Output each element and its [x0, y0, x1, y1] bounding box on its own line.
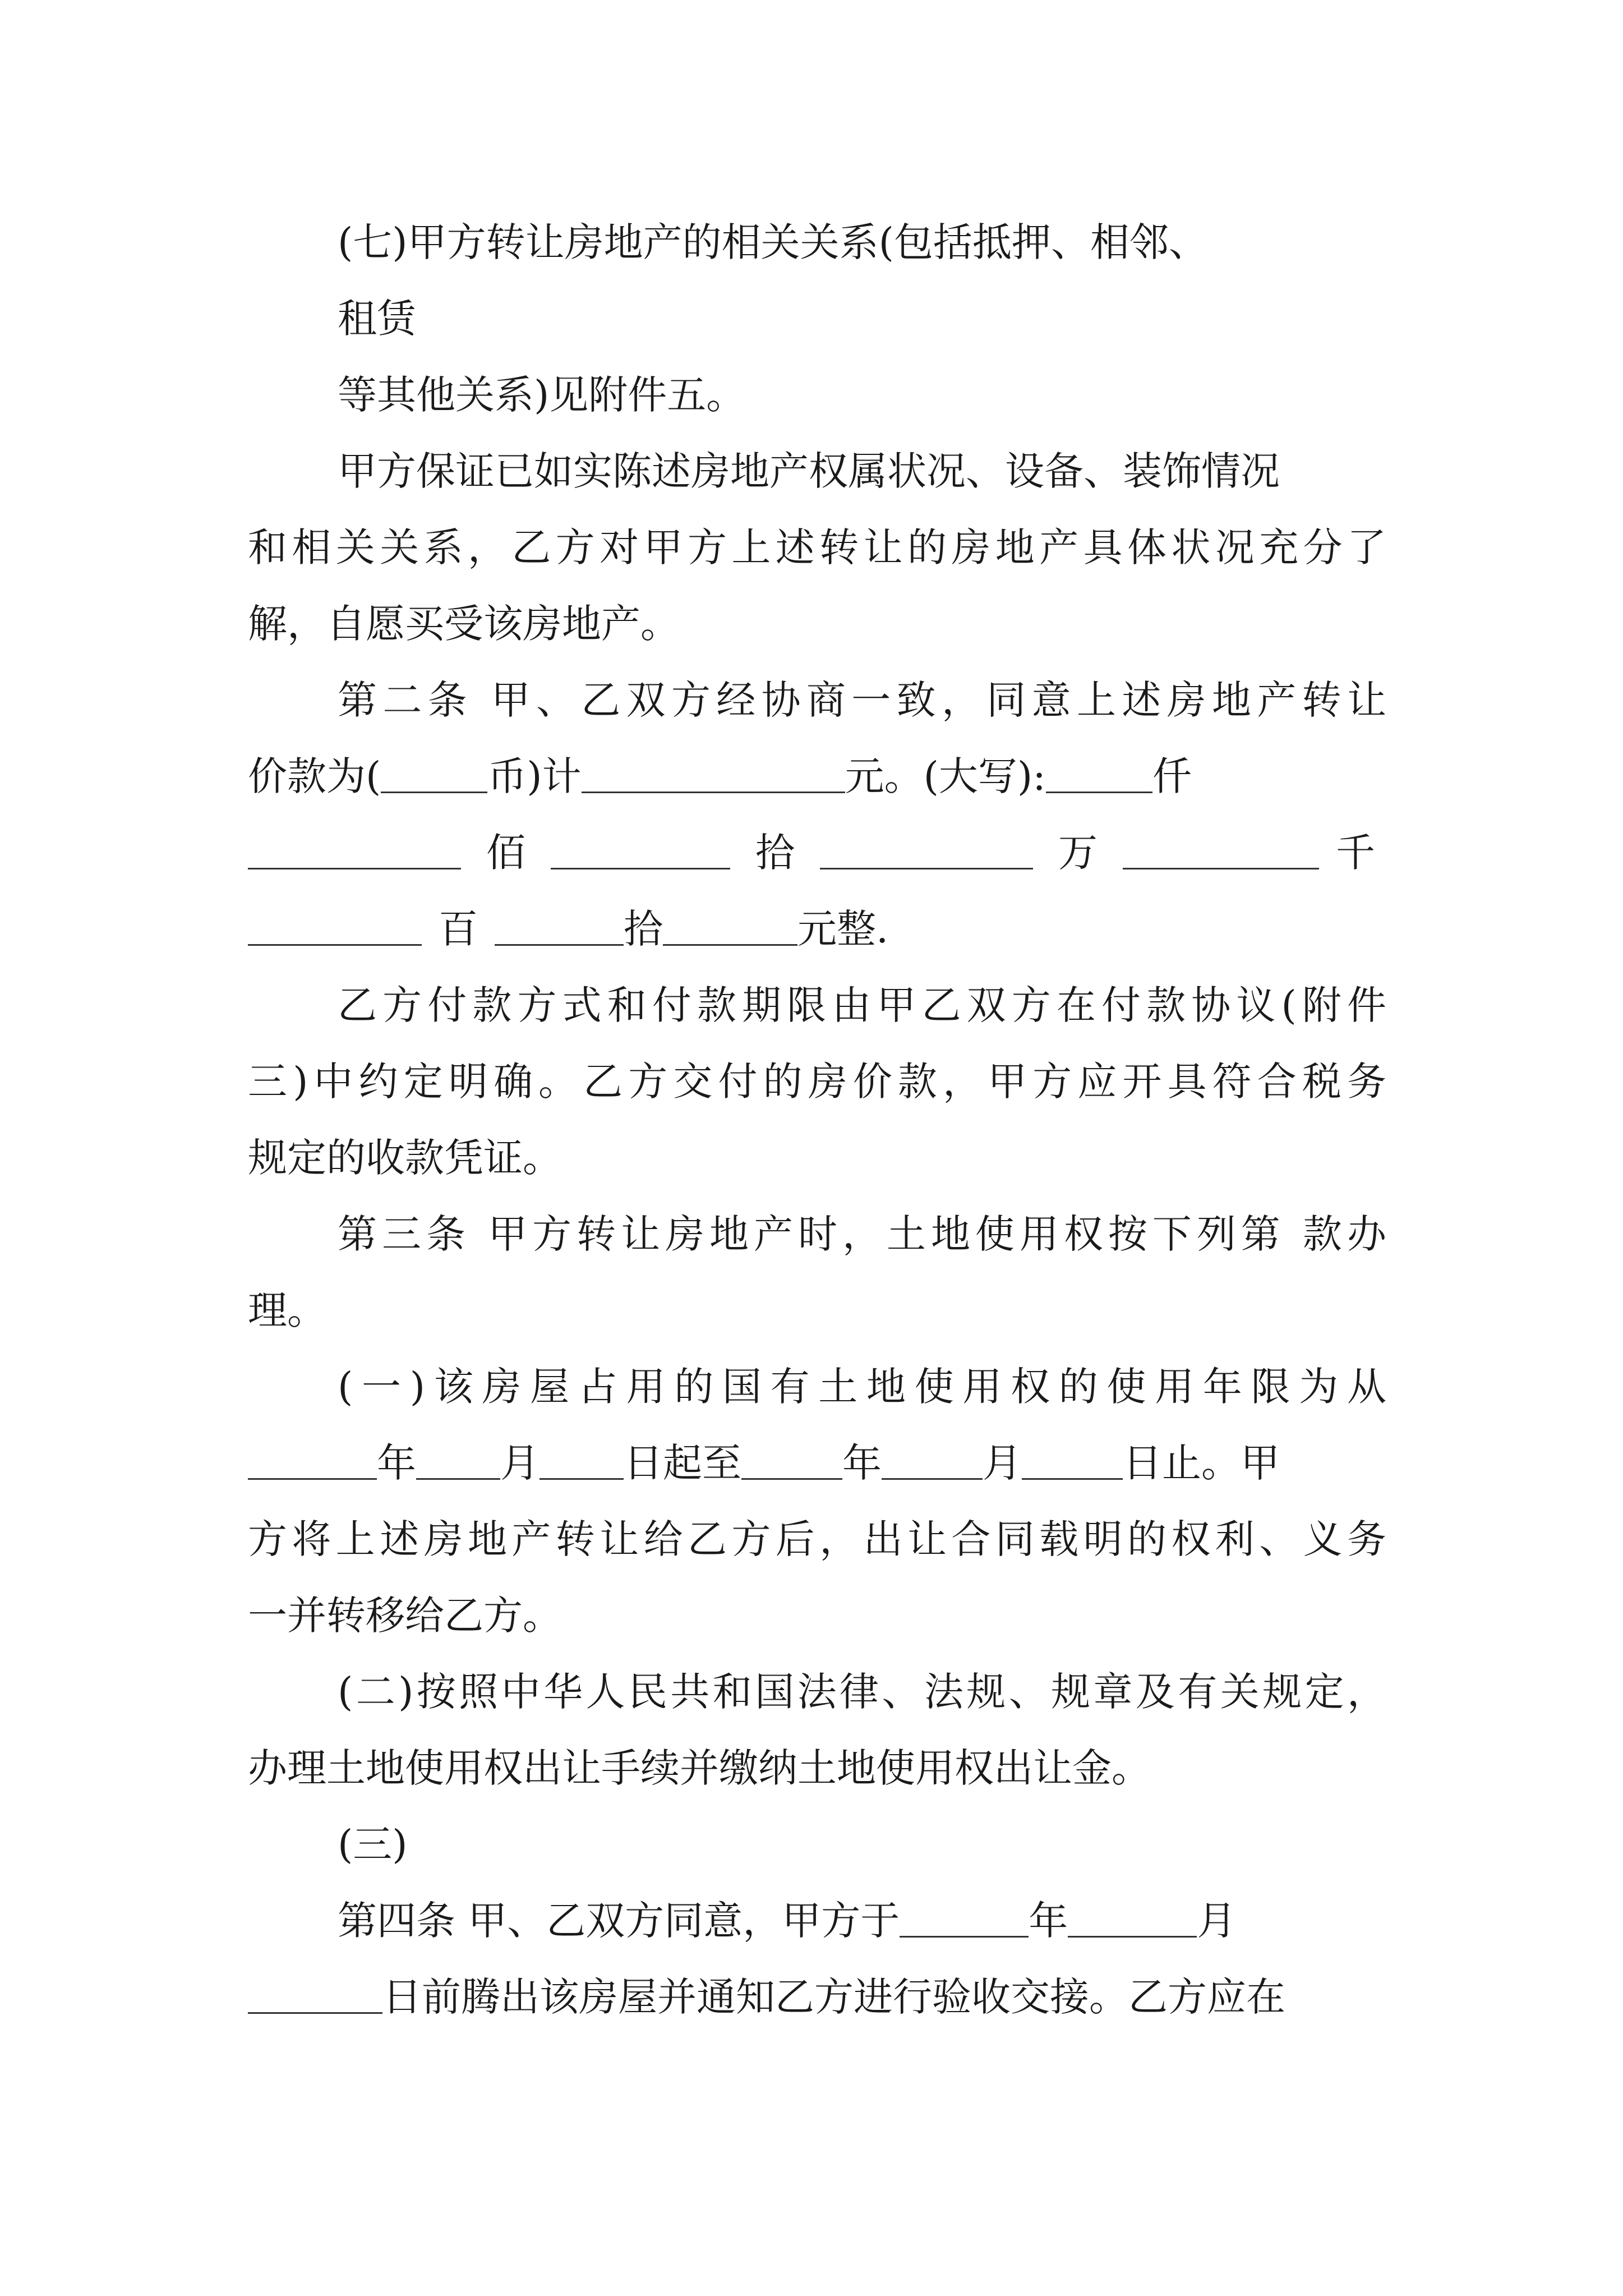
blank-underline: [1046, 758, 1152, 793]
paragraph-line: 方将上述房地产转让给乙方后，出让合同载明的权利、义务: [248, 1516, 1386, 1562]
blank-underline: [1068, 1902, 1197, 1938]
text-segment: 日起至: [624, 1440, 741, 1486]
text-segment: 仟: [1152, 753, 1192, 799]
blank-underline: [381, 758, 487, 793]
text-segment: 元。(大写):: [845, 753, 1046, 799]
text-segment: 千: [1336, 830, 1375, 876]
blank-underline: [882, 1444, 983, 1480]
article-four-line: [338, 1883, 1386, 1959]
text-segment: 日前腾出该房屋并通知乙方进行验收交接。乙方应在: [382, 1974, 1285, 2020]
paragraph-line: 甲方保证已如实陈述房地产权属状况、设备、装饰情况: [338, 448, 1280, 494]
amount-line: [248, 891, 1386, 967]
amount-line: [248, 815, 1386, 891]
date-range-line: [248, 1425, 1386, 1501]
blank-underline: [416, 1444, 500, 1480]
text-segment: 年: [1029, 1898, 1068, 1944]
text-segment: 日止。甲: [1123, 1440, 1280, 1486]
paragraph-line: 乙方付款方式和付款期限由甲乙双方在付款协议(附件: [338, 982, 1386, 1028]
article-four-line: [248, 1959, 1386, 2035]
paragraph-line: 办理土地使用权出让手续并缴纳土地使用权出让金。: [248, 1745, 1151, 1791]
text-segment: 百: [439, 906, 478, 952]
paragraph-line: 一并转移给乙方。: [248, 1593, 562, 1639]
paragraph-line: 等其他关系)见附件五。: [338, 372, 746, 418]
text-segment: 月: [983, 1440, 1022, 1486]
blank-underline: [248, 1978, 382, 2014]
blank-underline: [741, 1444, 842, 1480]
text-segment: 月: [500, 1440, 540, 1486]
text-segment: 第四条 甲、乙双方同意，甲方于: [338, 1898, 900, 1944]
blank-underline: [495, 910, 624, 946]
blank-underline: [900, 1902, 1029, 1938]
text-segment: 拾: [624, 906, 663, 952]
blank-underline: [248, 910, 422, 946]
paragraph-line: 和相关关系，乙方对甲方上述转让的房地产具体状况充分了: [248, 524, 1386, 570]
blank-underline: [248, 834, 461, 869]
text-segment: 佰: [486, 830, 525, 876]
paragraph-line: (一)该房屋占用的国有土地使用权的使用年限为从: [338, 1364, 1386, 1410]
blank-underline: [540, 1444, 624, 1480]
text-segment: 年: [377, 1440, 416, 1486]
paragraph-line: 理。: [248, 1287, 326, 1333]
text-segment: 价款为(: [248, 753, 381, 799]
blank-underline: [1022, 1444, 1123, 1480]
paragraph-line: 规定的收款凭证。: [248, 1135, 562, 1181]
blank-underline: [820, 834, 1033, 869]
text-segment: 币)计: [487, 753, 582, 799]
blank-underline: [551, 834, 730, 869]
paragraph-line: 租赁: [338, 296, 416, 342]
text-segment: 月: [1197, 1898, 1237, 1944]
paragraph-line: (三): [338, 1821, 408, 1867]
text-segment: 元整.: [797, 906, 889, 952]
text-segment: 万: [1058, 830, 1098, 876]
paragraph-line: 三)中约定明确。乙方交付的房价款，甲方应开具符合税务: [248, 1059, 1386, 1105]
blank-underline: [582, 758, 845, 793]
paragraph-line: 解，自愿买受该房地产。: [248, 601, 680, 647]
text-segment: 年: [842, 1440, 882, 1486]
blank-underline: [663, 910, 797, 946]
paragraph-line: (二)按照中华人民共和国法律、法规、规章及有关规定，: [338, 1669, 1386, 1715]
paragraph-line: 第三条 甲方转让房地产时，土地使用权按下列第 款办: [338, 1211, 1386, 1257]
blank-underline: [1123, 834, 1319, 869]
price-line: [248, 738, 1386, 815]
paragraph-line: (七)甲方转让房地产的相关关系(包括抵押、相邻、: [338, 219, 1208, 265]
text-segment: 拾: [755, 830, 795, 876]
paragraph-line: 第二条 甲、乙双方经协商一致，同意上述房地产转让: [338, 677, 1386, 723]
blank-underline: [248, 1444, 377, 1480]
